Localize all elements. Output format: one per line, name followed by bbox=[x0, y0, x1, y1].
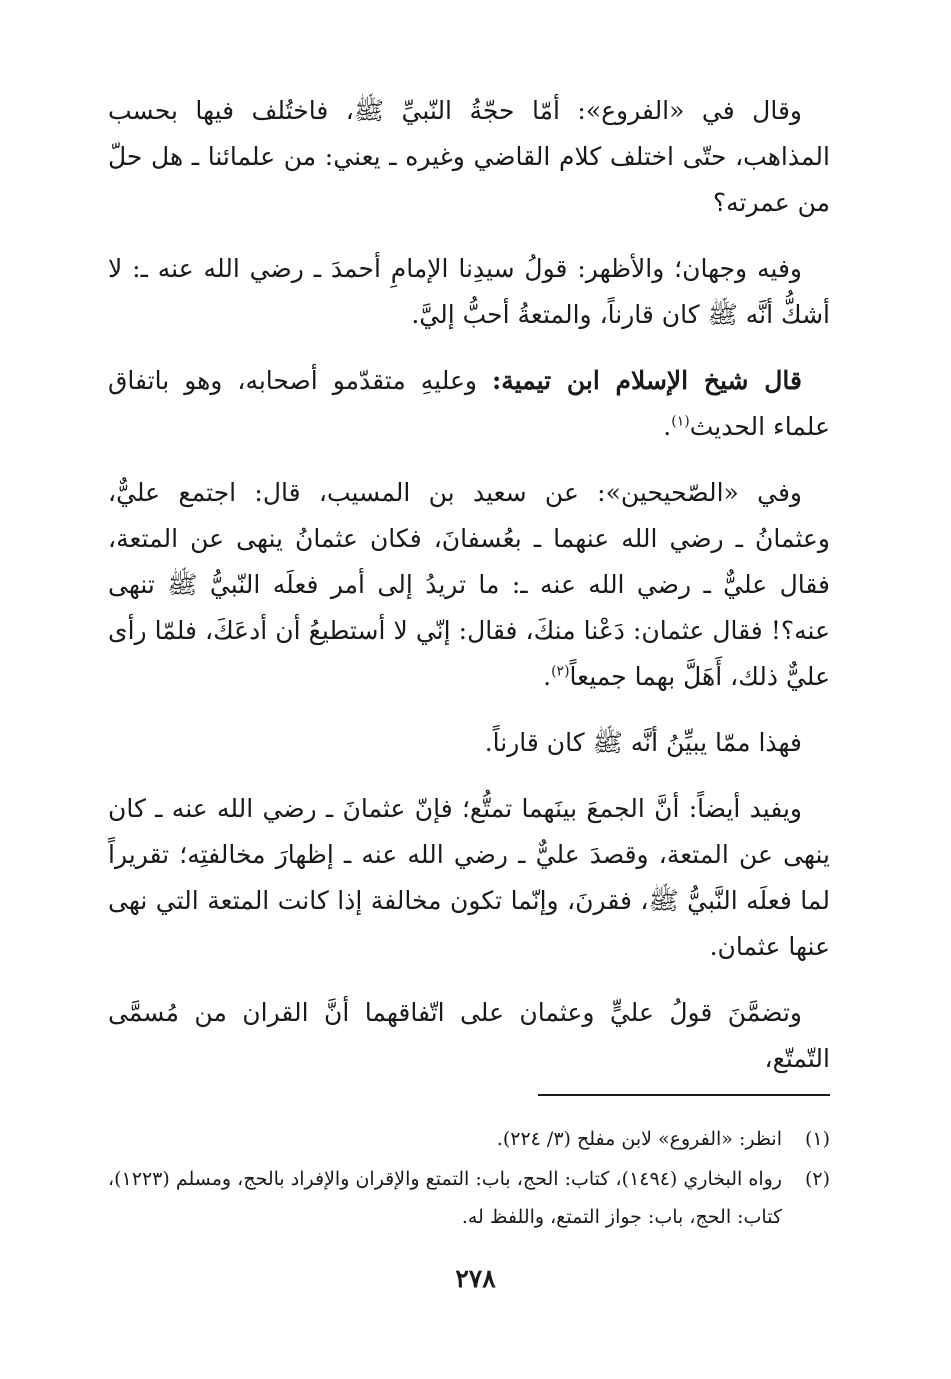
paragraph-sahihayn bbox=[108, 470, 830, 700]
page-body bbox=[108, 88, 830, 1102]
footnote-text: رواه البخاري (١٤٩٤)، كتاب: الحج، باب: التمتع والإقران والإفراد بالحج، ومسلم (١٢٢٣)، كتاب: الحج، باب: جواز التمتع، واللفظ له. bbox=[108, 1168, 782, 1228]
footnote-ref-1[interactable]: (١) bbox=[671, 413, 690, 430]
sahihayn-end: . bbox=[543, 662, 552, 691]
page-number: ٢٧٨ bbox=[455, 1264, 496, 1293]
footnote-1 bbox=[108, 1120, 830, 1158]
sahihayn-text: وفي «الصّحيحين»: عن سعيد بن المسيب، قال: اجتمع عليٌّ، وعثمانُ ـ رضي الله عنهما ـ بعُسفانَ، فكان عثمانُ ينهى عن المتعة، فقال عليٌّ ـ رضي الله عنه ـ: ما تريدُ إلى أمر فعلَه النّبيُّ ﷺ تنهى عنه؟! فقال عثمان: دَعْنا منكَ، فقال: إنّي لا أستطيعُ أن أدعَكَ، فلمّا رأى عليٌّ ذلك، أَهَلَّ بهما جميعاً bbox=[108, 478, 830, 691]
footnote-text: انظر: «الفروع» لابن مفلح (٣/ ٢٢٤). bbox=[496, 1128, 782, 1150]
paragraph-imam-ahmad: وفيه وجهان؛ والأظهر: قولُ سيدِنا الإمامِ أحمدَ ـ رضي الله عنه ـ: لا أشكُّ أنَّه ﷺ كان قارناً، والمتعةُ أحبُّ إليَّ. bbox=[108, 254, 830, 329]
ibn-taymiyya-end: . bbox=[663, 412, 672, 441]
ibn-taymiyya-text: وعليهِ متقدّمو أصحابه، وهو باتفاق علماء الحديث bbox=[108, 366, 830, 441]
paragraph-qarin: فهذا ممّا يبيِّنُ أنَّه ﷺ كان قارناً. bbox=[484, 728, 802, 757]
footnote-ref-2[interactable]: (٢) bbox=[551, 663, 570, 680]
paragraph-ibn-taymiyya bbox=[108, 358, 830, 450]
paragraph-al-furu: وقال في «الفروع»: أمّا حجّةُ النّبيِّ ﷺ، فاختُلف فيها بحسب المذاهب، حتّى اختلف كلام القاضي وغيره ـ يعني: من علمائنا ـ هل حلّ من عمرته؟ bbox=[108, 96, 830, 217]
footnote-2 bbox=[108, 1160, 830, 1236]
paragraph-tamattu: وتضمَّنَ قولُ عليٍّ وعثمان على اتّفاقهما أنَّ القران من مُسمَّى التّمتّع، bbox=[108, 998, 830, 1073]
paragraph-uthman: ويفيد أيضاً: أنَّ الجمعَ بينَهما تمتُّع؛ فإنّ عثمانَ ـ رضي الله عنه ـ كان ينهى عن المتعة، وقصدَ عليٌّ ـ رضي الله عنه ـ إظهارَ مخالفتِه؛ تقريراً لما فعلَه النَّبيُّ ﷺ، فقرنَ، وإنّما تكون مخالفة إذا كانت المتعة التي نهى عنها عثمان. bbox=[108, 794, 830, 961]
footnote-number: (١) bbox=[804, 1128, 830, 1150]
footnote-separator bbox=[538, 1094, 830, 1096]
footnotes-section bbox=[108, 1120, 830, 1238]
ibn-taymiyya-heading: قال شيخ الإسلام ابن تيمية: bbox=[491, 366, 802, 395]
footnote-number: (٢) bbox=[804, 1168, 830, 1190]
